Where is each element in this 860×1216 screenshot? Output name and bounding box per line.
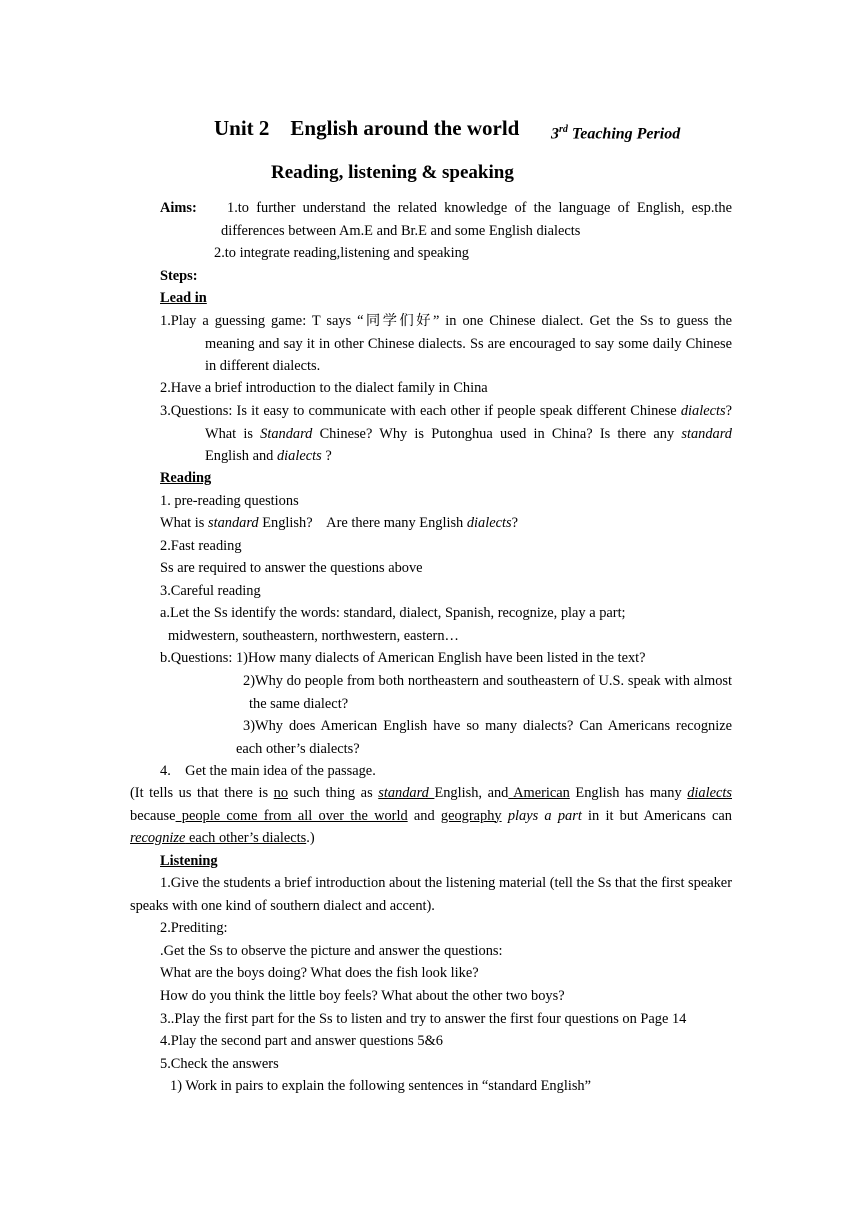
careful-a-line-1: a.Let the Ss identify the words: standard, dialect, Spanish, recognize, play a part; [160, 605, 626, 621]
listening-item-2a: .Get the Ss to observe the picture and answer the questions: [160, 943, 503, 959]
main-idea-step: 4. Get the main idea of the passage. [160, 763, 376, 779]
aims-label: Aims: [160, 200, 197, 216]
fast-reading: 2.Fast reading [160, 538, 242, 554]
listening-item-2b: What are the boys doing? What does the fish look like? [160, 965, 479, 981]
aim-2: 2.to integrate reading,listening and speaking [214, 245, 469, 261]
period-ordinal: 3 [551, 125, 559, 143]
main-idea-summary: (It tells us that there is no such thing as standard English, and American English has many dialects because people come from all over the world and geography plays a part in it but Americans can recognize each other’s dialects.) [130, 785, 732, 846]
reading-heading: Reading [160, 470, 212, 486]
fast-reading-desc: Ss are required to answer the questions above [160, 560, 423, 576]
lead-in-item-3: 3.Questions: Is it easy to communicate with each other if people speak different Chinese dialects? What is Standard Chinese? Why is Putonghua used in China? Is there any standard English and dialects ? [160, 403, 732, 464]
careful-a-line-2: midwestern, southeastern, northwestern, eastern… [168, 628, 459, 644]
lead-in-heading: Lead in [160, 290, 207, 306]
listening-item-3: 3..Play the first part for the Ss to listen and try to answer the first four questions on Page 14 [160, 1011, 687, 1027]
listening-item-5a: 1) Work in pairs to explain the following sentences in “standard English” [170, 1078, 592, 1094]
listening-item-4: 4.Play the second part and answer questions 5&6 [160, 1033, 443, 1049]
subtitle: Reading, listening & speaking [271, 162, 514, 183]
pre-reading: 1. pre-reading questions [160, 493, 299, 509]
careful-reading: 3.Careful reading [160, 583, 261, 599]
careful-b-question-1: b.Questions: 1)How many dialects of American English have been listed in the text? [160, 650, 646, 666]
lead-in-item-2: 2.Have a brief introduction to the dialect family in China [160, 380, 488, 396]
listening-item-2: 2.Prediting: [160, 920, 228, 936]
period-rest: Teaching Period [567, 125, 681, 143]
listening-item-2c: How do you think the little boy feels? What about the other two boys? [160, 988, 565, 1004]
pre-reading-questions: What is standard English? Are there many English dialects? [160, 515, 519, 531]
listening-item-5: 5.Check the answers [160, 1056, 279, 1072]
listening-heading: Listening [160, 853, 218, 869]
teaching-period [551, 118, 680, 146]
listening-item-1: 1.Give the students a brief introduction about the listening material (tell the Ss that the first speaker speaks with one kind of southern dialect and accent). [130, 875, 732, 914]
steps-label: Steps: [160, 268, 198, 284]
lead-in-item-1: 1.Play a guessing game: T says “同学们好” in one Chinese dialect. Get the Ss to guess the meaning and say it in other Chinese dialects. Ss are encouraged to say some daily Chinese in different dialects. [160, 313, 732, 374]
careful-b-question-2: 2)Why do people from both northeastern and southeastern of U.S. speak with almost the same dialect? [243, 673, 732, 712]
period-suffix: rd [559, 124, 568, 135]
unit-title: Unit 2 English around the world [214, 116, 520, 140]
aim-1: 1.to further understand the related knowledge of the language of English, esp.the differences between Am.E and Br.E and some English dialects [221, 200, 732, 239]
careful-b-question-3: 3)Why does American English have so many dialects? Can Americans recognize each other’s dialects? [236, 718, 732, 757]
